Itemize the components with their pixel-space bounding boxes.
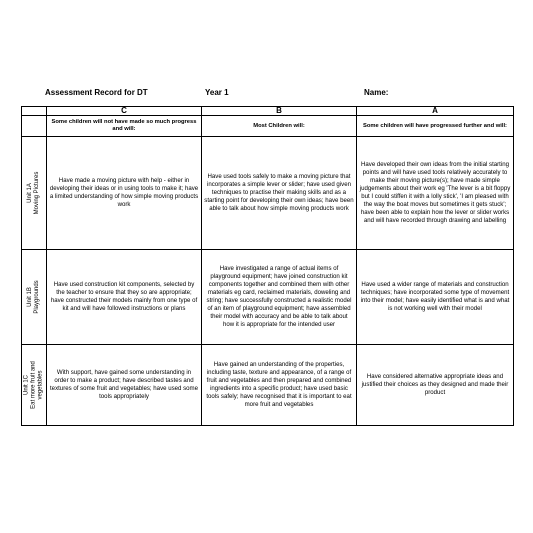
corner-cell	[22, 107, 47, 116]
grade-b-cell: Have investigated a range of actual items of playground equipment; have joined construction kit components together and combined them with other materials eg card, reclaimed materials, doweling and string; have successfully constructed a realistic model of an item of playground equipment; have assembled their model with accuracy and be able to talk about how it is appropriate for the intended user	[202, 250, 357, 345]
unit-topic: Moving Pictures	[34, 171, 40, 215]
grade-a-description: Some children will have progressed further and will:	[357, 116, 514, 137]
document-title: Assessment Record for DT	[45, 88, 148, 97]
unit-code: Unit 1A	[27, 183, 33, 203]
grade-c-description: Some children will not have made so much progress and will:	[47, 116, 202, 137]
unit-label-cell	[22, 137, 47, 250]
unit-label-cell	[22, 250, 47, 345]
unit-code: Unit 1B	[27, 287, 33, 307]
grade-letter-row	[22, 107, 514, 116]
grade-c-cell: Have used construction kit components, selected by the teacher to ensure that they so are appropriate; have constructed their models mainly from one type of kit and will have followed instructions or plans	[47, 250, 202, 345]
corner-cell	[22, 116, 47, 137]
assessment-table	[21, 106, 514, 426]
table-row	[22, 137, 514, 250]
unit-topic-line-1: Eat more fruit and	[30, 361, 37, 409]
grade-c-cell: With support, have gained some understanding in order to make a product; have described tastes and textures of some fruit and vegetables; have used some tools appropriately	[47, 345, 202, 426]
grade-a-header: A	[357, 107, 514, 116]
grade-a-cell: Have developed their own ideas from the initial starting points and will have used tools relatively accurately to make their moving picture(s); have made simple judgements about their work eg 'The lever is a bit floppy but I could stiffen it with a lolly stick', 'I am pleased with the way the boat moves but sometimes it gets stuck'; have been able to explain how the lever or slider works and will have recorded through drawing and labelling	[357, 137, 514, 250]
unit-topic: Playgrounds	[34, 280, 40, 314]
grade-b-header: B	[202, 107, 357, 116]
grade-b-description: Most Children will:	[202, 116, 357, 137]
table-row	[22, 250, 514, 345]
unit-label-cell	[22, 345, 47, 426]
grade-b-cell: Have used tools safely to make a moving picture that incorporates a simple lever or slider; have used given techniques to practise their making skills and as a starting point for developing their own ideas; have been able to talk about how simple moving products work	[202, 137, 357, 250]
year-label: Year 1	[205, 88, 229, 97]
grade-a-cell: Have considered alternative appropriate ideas and justified their choices as they designed and made their product	[357, 345, 514, 426]
unit-topic-line-2: vegetables	[37, 370, 44, 400]
unit-code: Unit 1C	[23, 374, 30, 396]
grade-b-cell: Have gained an understanding of the properties, including taste, texture and appearance, of a range of fruit and vegetables and then prepared and combined ingredients into a specific product; have used basic tools safely; have recognised that it is important to eat more fruit and vegetables	[202, 345, 357, 426]
grade-description-row	[22, 116, 514, 137]
name-label: Name:	[364, 88, 389, 97]
grade-c-header: C	[47, 107, 202, 116]
grade-a-cell: Have used a wider range of materials and construction techniques; have incorporated some type of movement into their model; have easily identified what is and what is not working well with their model	[357, 250, 514, 345]
grade-c-cell: Have made a moving picture with help - either in developing their ideas or in using tools to make it; have a limited understanding of how simple moving products work	[47, 137, 202, 250]
table-row	[22, 345, 514, 426]
